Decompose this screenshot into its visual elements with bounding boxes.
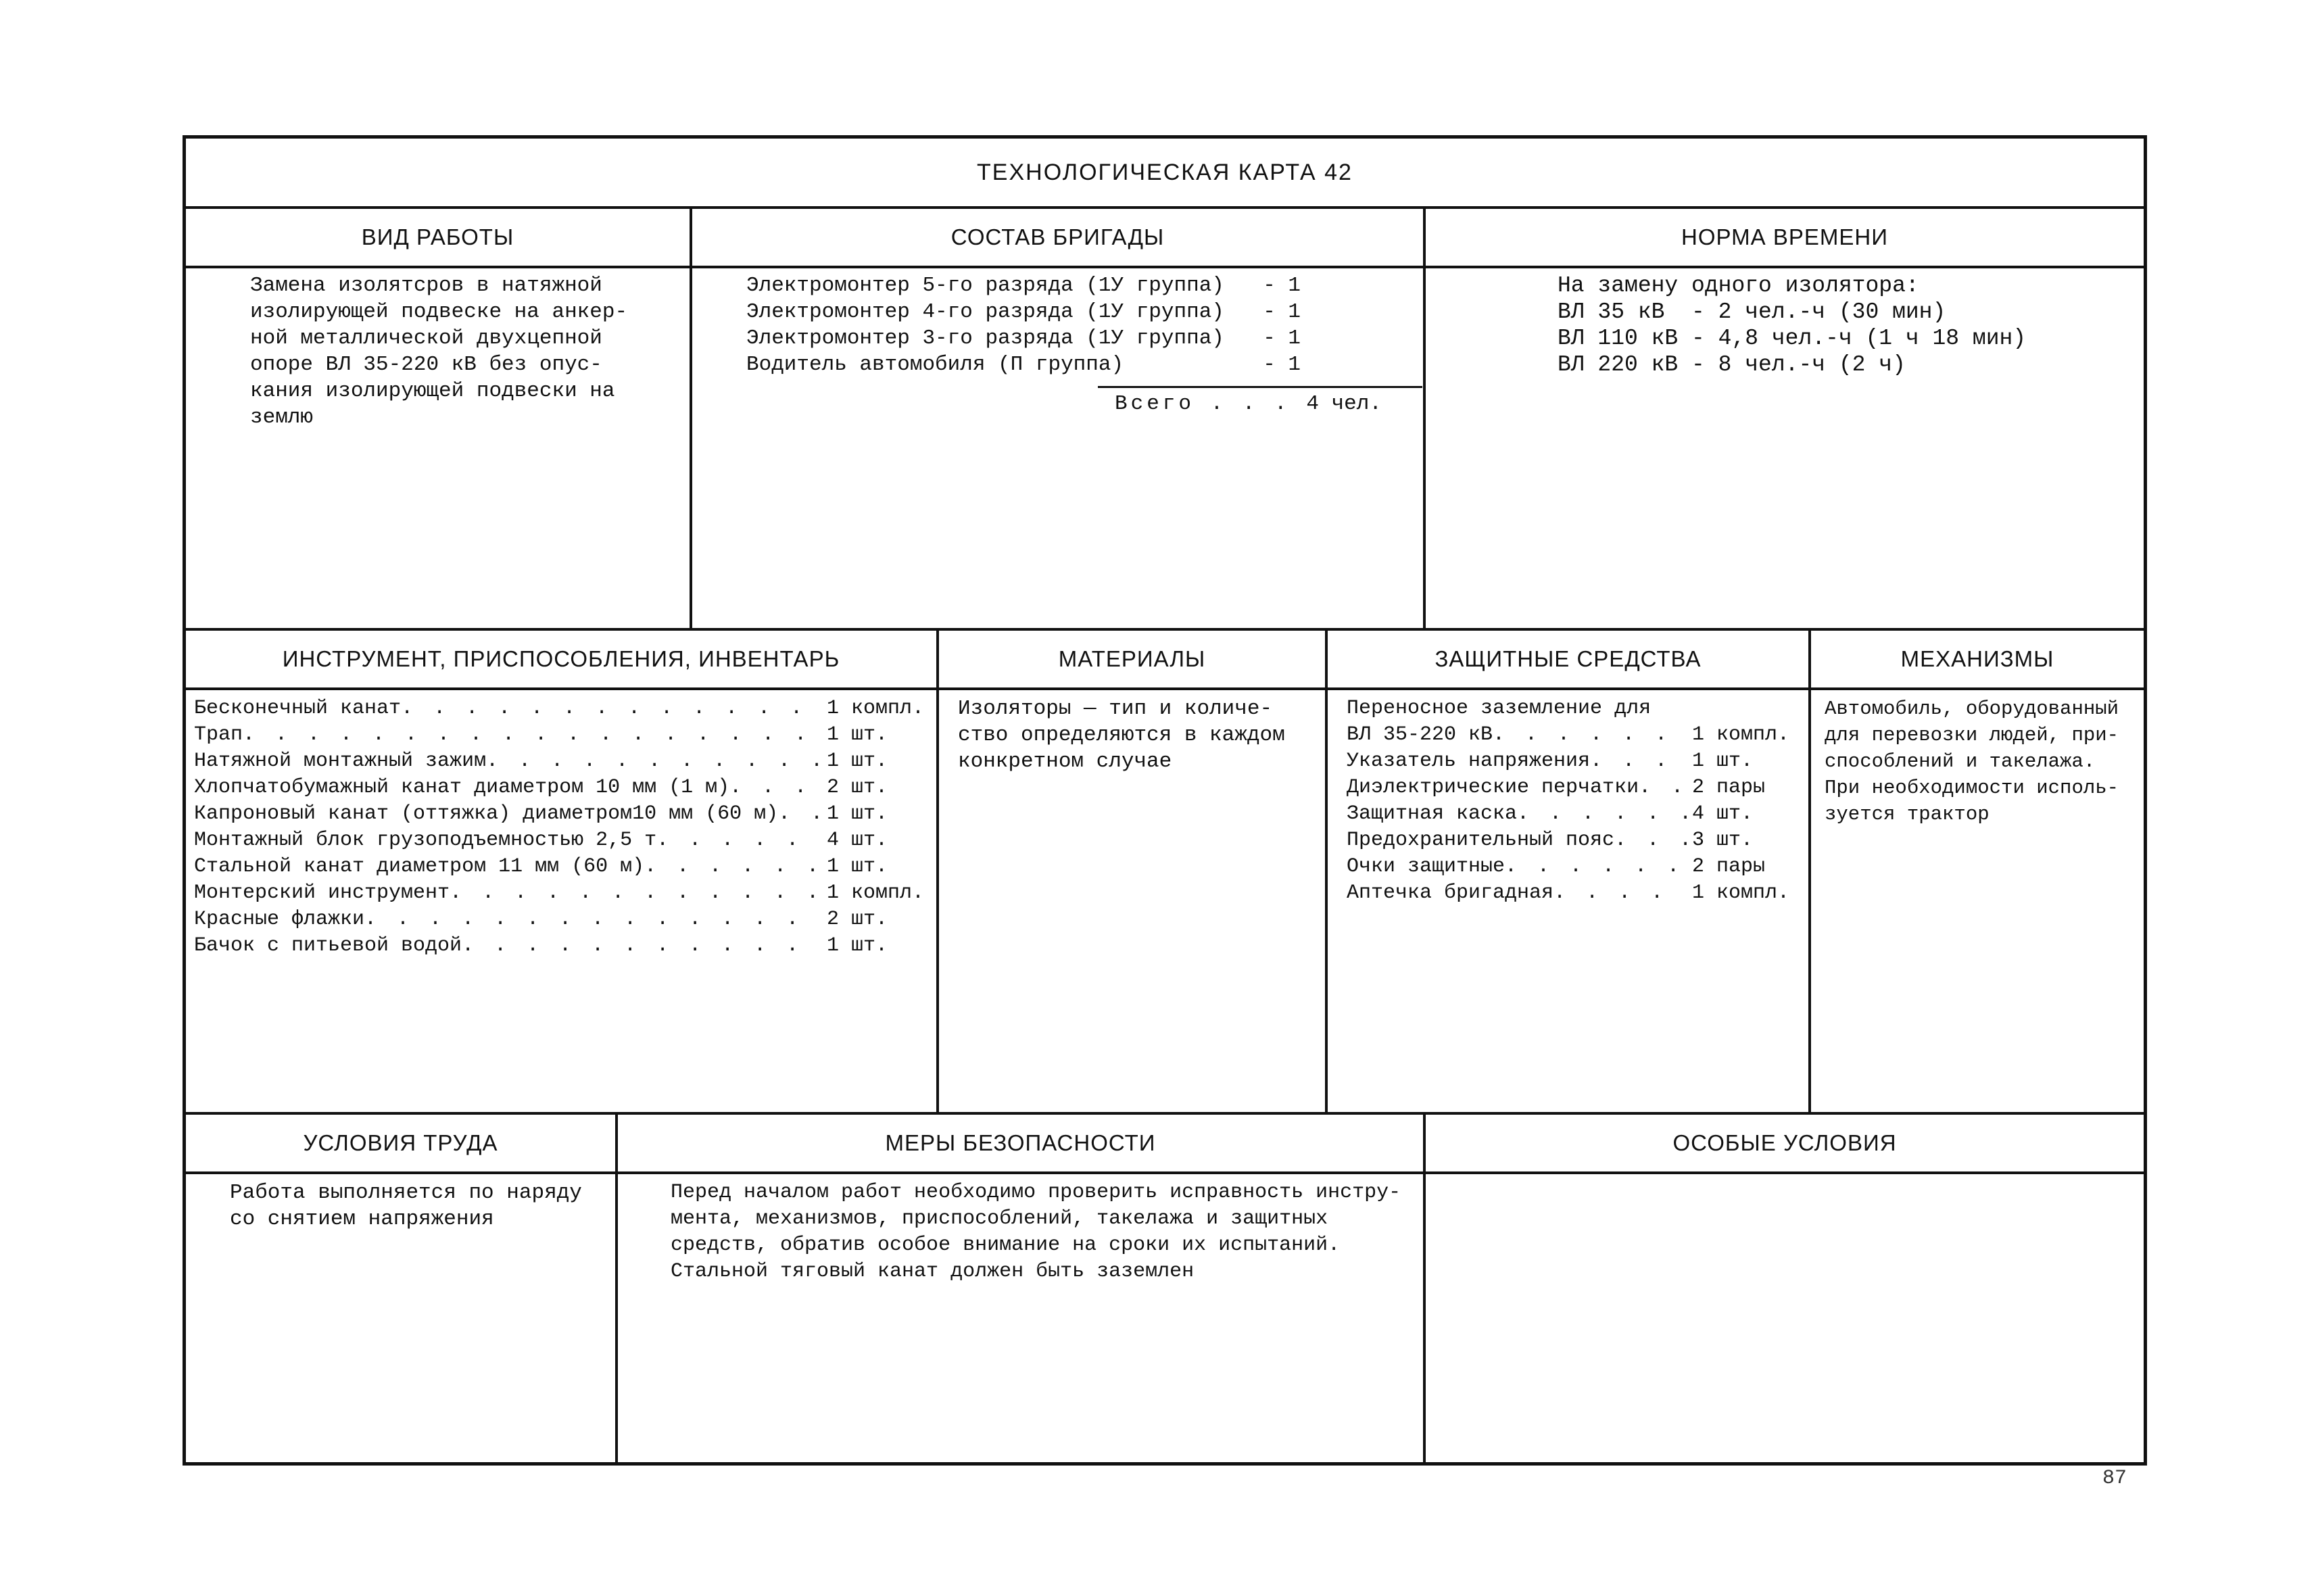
divider — [186, 1171, 615, 1174]
section-work-crew-time — [186, 209, 2144, 628]
divider — [186, 687, 936, 690]
work-type-text — [186, 268, 690, 628]
text-line: Стальной тяговый канат должен быть заземлен — [671, 1260, 1195, 1283]
text-line: конкретном случае — [958, 750, 1172, 773]
section-tools-materials — [186, 631, 2144, 1112]
safety-cell — [615, 1115, 1423, 1462]
text-line: На замену одного изолятора: — [1558, 273, 1919, 298]
tool-name: Хлопчатобумажный канат диаметром 10 мм (1 м) — [194, 776, 730, 799]
text-line: изолирующей подвеске на анкер- — [250, 300, 628, 324]
text-line: кания изолирующей подвески на — [250, 379, 615, 403]
protection-item — [1347, 854, 1793, 880]
crew-list — [692, 268, 1423, 628]
tool-qty: 1 шт. — [827, 723, 888, 746]
crew-role: Электромонтер 3-го разряда (1У группа) — [746, 327, 1224, 350]
tool-name: Бачок с питьевой водой — [194, 934, 462, 957]
page-number: 87 — [2102, 1467, 2127, 1490]
tool-name: Красные флажки — [194, 908, 365, 931]
protection-item — [1347, 827, 1793, 854]
protection-qty: 1 компл. — [1692, 723, 1790, 746]
protection-qty: 2 пары — [1692, 776, 1766, 799]
crew-header: СОСТАВ БРИГАДЫ — [950, 224, 1165, 249]
protection-qty: 3 шт. — [1692, 829, 1754, 852]
crew-total — [1098, 386, 1422, 417]
tool-qty: 4 шт. — [827, 829, 888, 852]
leader-dots — [1639, 775, 1687, 801]
card-title: ТЕХНОЛОГИЧЕСКАЯ КАРТА 42 — [977, 159, 1353, 185]
protection-qty: 1 шт. — [1692, 750, 1754, 773]
crew-role: Электромонтер 4-го разряда (1У группа) — [746, 300, 1224, 324]
text-line: ВЛ 35 кВ - 2 чел.-ч (30 мин) — [1558, 299, 1946, 324]
leader-dots — [656, 827, 821, 854]
protection-item — [1347, 748, 1793, 775]
tool-item — [194, 880, 928, 906]
work-type-header: ВИД РАБОТЫ — [361, 224, 514, 249]
conditions-text — [186, 1177, 615, 1462]
conditions-cell — [186, 1115, 615, 1462]
protection-name: Аптечка бригадная — [1347, 881, 1554, 904]
protection-qty: 1 компл. — [1692, 881, 1790, 904]
protection-name: Защитная каска — [1347, 802, 1518, 825]
mechanisms-cell — [1808, 631, 2144, 1112]
text-line: Переносное заземление для — [1347, 697, 1652, 720]
tool-name: Капроновый канат (оттяжка) диаметром10 мм (60 м) — [194, 802, 779, 825]
text-line: землю — [250, 406, 314, 429]
leader-dots — [1505, 854, 1687, 880]
protection-qty: 2 пары — [1692, 855, 1766, 878]
crew-total-value: 4 чел. — [1306, 392, 1382, 416]
special-header: ОСОБЫЕ УСЛОВИЯ — [1672, 1130, 1897, 1155]
leader-dots — [401, 696, 821, 722]
tools-header: ИНСТРУМЕНТ, ПРИСПОСОБЛЕНИЯ, ИНВЕНТАРЬ — [282, 646, 840, 671]
tool-item — [194, 748, 928, 775]
protection-qty: 4 шт. — [1692, 802, 1754, 825]
leader-dots — [1553, 880, 1687, 906]
crew-cell — [690, 209, 1423, 628]
tool-name: Монтерский инструмент — [194, 881, 450, 904]
tool-item — [194, 933, 928, 959]
protection-item — [1347, 722, 1793, 748]
text-line: Автомобиль, оборудованный — [1825, 698, 2119, 720]
protection-cell — [1325, 631, 1808, 1112]
leader-dots — [462, 933, 821, 959]
tools-cell — [186, 631, 936, 1112]
protection-item — [1347, 880, 1793, 906]
divider — [1426, 1171, 2144, 1174]
divider — [1811, 687, 2144, 690]
mechanisms-header: МЕХАНИЗМЫ — [1900, 646, 2054, 671]
tool-name: Стальной канат диаметром 11 мм (60 м) — [194, 855, 645, 878]
tool-item — [194, 854, 928, 880]
text-line: со снятием напряжения — [230, 1207, 494, 1231]
tool-qty: 2 шт. — [827, 908, 888, 931]
leader-dots — [450, 880, 821, 906]
leader-dots — [364, 906, 821, 933]
leader-dots — [1614, 827, 1687, 854]
safety-text — [618, 1177, 1423, 1462]
leader-dots — [243, 722, 821, 748]
text-line: мента, механизмов, приспособлений, такелажа и защитных — [671, 1207, 1328, 1230]
tool-name: Бесконечный канат — [194, 697, 402, 720]
text-line: При необходимости исполь- — [1825, 777, 2119, 799]
section-conditions-safety — [186, 1115, 2144, 1462]
leader-dots — [729, 775, 821, 801]
protection-list — [1328, 693, 1808, 1112]
divider — [618, 1171, 1423, 1174]
tool-name: Натяжной монтажный зажим — [194, 750, 487, 773]
tool-qty: 2 шт. — [827, 776, 888, 799]
tool-qty: 1 шт. — [827, 855, 888, 878]
materials-cell — [936, 631, 1325, 1112]
protection-name: Диэлектрические перчатки — [1347, 776, 1639, 799]
protection-name: Указатель напряжения — [1347, 750, 1591, 773]
tool-name: Монтажный блок грузоподъемностью 2,5 т — [194, 829, 657, 852]
tools-list — [186, 693, 936, 1112]
tool-qty: 1 шт. — [827, 802, 888, 825]
tool-item — [194, 775, 928, 801]
materials-header: МАТЕРИАЛЫ — [1058, 646, 1206, 671]
mechanisms-text — [1811, 693, 2144, 1112]
crew-row — [746, 272, 1301, 299]
text-line: опоре ВЛ 35-220 кВ без опус- — [250, 353, 602, 377]
tool-item — [194, 906, 928, 933]
crew-count: - 1 — [1263, 353, 1301, 377]
leader-dots — [644, 854, 821, 880]
leader-dots — [1590, 748, 1687, 775]
time-norm-header: НОРМА ВРЕМЕНИ — [1681, 224, 1888, 249]
text-line: ной металлической двухцепной — [250, 327, 602, 350]
protection-item — [1347, 775, 1793, 801]
tool-qty: 1 шт. — [827, 750, 888, 773]
text-line: средств, обратив особое внимание на сроки их испытаний. — [671, 1234, 1341, 1257]
protection-name: Очки защитные — [1347, 855, 1505, 878]
time-norm-text — [1426, 268, 2144, 628]
tool-qty: 1 компл. — [827, 881, 925, 904]
divider — [1328, 687, 1808, 690]
text-line: ВЛ 110 кВ - 4,8 чел.-ч (1 ч 18 мин) — [1558, 326, 2027, 351]
crew-total-label: Всего . . . — [1115, 392, 1291, 416]
tool-name: Трап — [194, 723, 243, 746]
tool-qty: 1 компл. — [827, 697, 925, 720]
tool-item — [194, 696, 928, 722]
leader-dots — [486, 748, 821, 775]
technological-card — [183, 135, 2147, 1466]
tool-qty: 1 шт. — [827, 934, 888, 957]
crew-count: - 1 — [1263, 274, 1301, 297]
crew-row — [746, 299, 1301, 325]
text-line: ство определяются в каждом — [958, 723, 1285, 747]
tool-item — [194, 801, 928, 827]
divider — [939, 687, 1325, 690]
tool-item — [194, 827, 928, 854]
text-line: Изоляторы — тип и количе- — [958, 697, 1273, 721]
safety-header: МЕРЫ БЕЗОПАСНОСТИ — [885, 1130, 1156, 1155]
crew-row — [746, 325, 1301, 352]
leader-dots — [1517, 801, 1687, 827]
crew-role: Водитель автомобиля (П группа) — [746, 353, 1124, 377]
text-line: для перевозки людей, при- — [1825, 724, 2119, 746]
text-line: Перед началом работ необходимо проверить исправность инстру- — [671, 1181, 1401, 1204]
crew-count: - 1 — [1263, 327, 1301, 350]
work-type-cell — [186, 209, 690, 628]
leader-dots — [1493, 722, 1687, 748]
leader-dots — [778, 801, 821, 827]
materials-text — [939, 693, 1325, 1112]
conditions-header: УСЛОВИЯ ТРУДА — [303, 1130, 498, 1155]
protection-name: Предохранительный пояс — [1347, 829, 1615, 852]
crew-count: - 1 — [1263, 300, 1301, 324]
protection-name: ВЛ 35-220 кВ — [1347, 723, 1493, 746]
text-line: зуется трактор — [1825, 803, 1990, 825]
special-cell — [1423, 1115, 2144, 1462]
text-line: Замена изолятсров в натяжной — [250, 274, 602, 297]
tool-item — [194, 722, 928, 748]
crew-role: Электромонтер 5-го разряда (1У группа) — [746, 274, 1224, 297]
text-line: способлений и такелажа. — [1825, 750, 2096, 773]
protection-header: ЗАЩИТНЫЕ СРЕДСТВА — [1435, 646, 1702, 671]
text-line: Работа выполняется по наряду — [230, 1181, 582, 1205]
crew-row — [746, 352, 1301, 378]
protection-item — [1347, 801, 1793, 827]
text-line: ВЛ 220 кВ - 8 чел.-ч (2 ч) — [1558, 352, 1906, 377]
time-norm-cell — [1423, 209, 2144, 628]
